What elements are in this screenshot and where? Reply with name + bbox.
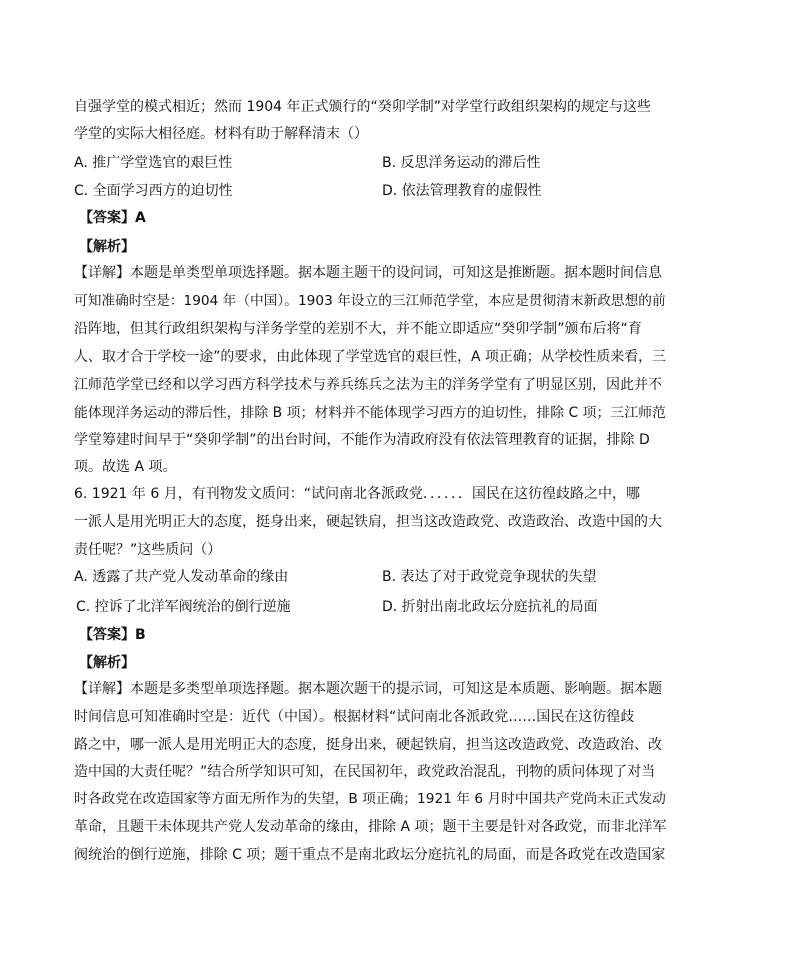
q6-detail-line-4: 造中国的大责任呢？”结合所学知识可知，在民国初年，政党政治混乱，刊物的质问体现了对当: [74, 764, 656, 780]
q5-stem-line-2: 学堂的实际大相径庭。材料有助于解释清末（）: [74, 126, 368, 142]
q6-analysis: 【解析】: [79, 655, 135, 671]
q6-stem-line-1: 6. 1921 年 6 月，有刊物发文质问：“试问南北各派政党．．．．．．国民在这彷徨歧路之中，哪: [74, 486, 640, 502]
q5-detail-line-4: 人、取才合于学校一途”的要求，由此体现了学堂选官的艰巨性，A 项正确；从学校性质来看，三: [74, 349, 666, 365]
q5-detail-line-2: 可知准确时空是：1904 年（中国）。1903 年设立的三江师范学堂，本应是贯彻清末新政思想的前: [74, 293, 666, 309]
q5-detail-line-6: 能体现洋务运动的滞后性，排除 B 项；材料并不能体现学习西方的迫切性，排除 C 项；三江师范: [74, 405, 666, 421]
q5-stem-line-1: 自强学堂的模式相近；然而 1904 年正式颁行的“癸卯学制”对学堂行政组织架构的规定与这些: [74, 99, 652, 115]
q6-option-d: D. 折射出南北政坛分庭抗礼的局面: [382, 599, 598, 615]
q5-option-c: C. 全面学习西方的迫切性: [74, 183, 233, 199]
q5-option-a: A. 推广学堂选官的艰巨性: [74, 155, 233, 171]
q6-detail-line-5: 时各政党在改造国家等方面无所作为的失望，B 项正确；1921 年 6 月时中国共产党尚未正式发动: [74, 791, 666, 807]
q5-analysis: 【解析】: [79, 239, 135, 255]
q5-detail-line-1: 【详解】本题是单类型单项选择题。据本题主题干的设问词，可知这是推断题。据本题时间信息: [74, 265, 662, 281]
q5-detail-line-7: 学堂筹建时间早于“癸卯学制”的出台时间，不能作为清政府没有依法管理教育的证据，排除 D: [74, 432, 650, 448]
q5-detail-line-8: 项。故选 A 项。: [74, 459, 177, 475]
q6-stem-line-2: 一派人是用光明正大的态度，挺身出来，硬起铁肩，担当这改造政党、改造政治、改造中国的大: [74, 514, 662, 530]
q5-option-b: B. 反思洋务运动的滞后性: [382, 155, 541, 171]
q5-option-d: D. 依法管理教育的虚假性: [382, 183, 542, 199]
q6-option-a: A. 透露了共产党人发动革命的缘由: [74, 569, 289, 585]
q6-detail-line-3: 路之中，哪一派人是用光明正大的态度，挺身出来，硬起铁肩，担当这改造政党、改造政治、改: [74, 737, 662, 753]
q6-option-b: B. 表达了对于政党竞争现状的失望: [382, 569, 597, 585]
q6-answer: 【答案】B: [79, 627, 146, 643]
q5-answer: 【答案】A: [79, 210, 146, 226]
q5-detail-line-3: 沿阵地，但其行政组织架构与洋务学堂的差别不大，并不能立即适应“癸卯学制”颁布后将“育: [74, 321, 642, 337]
q5-detail-line-5: 江师范学堂已经和以学习西方科学技术与养兵练兵之法为主的洋务学堂有了明显区别，因此并不: [74, 377, 662, 393]
q6-stem-line-3: 责任呢？”这些质问（）: [74, 542, 222, 558]
q6-option-c: C. 控诉了北洋军阀统治的倒行逆施: [76, 599, 291, 615]
q6-detail-line-6: 革命，且题干未体现共产党人发动革命的缘由，排除 A 项；题干主要是针对各政党，而非北洋军: [74, 819, 667, 835]
q6-detail-line-1: 【详解】本题是多类型单项选择题。据本题次题干的提示词，可知这是本质题、影响题。据本题: [74, 681, 662, 697]
q6-detail-line-2: 时间信息可知准确时空是：近代（中国）。根据材料“试问南北各派政党……国民在这彷徨歧: [74, 709, 635, 725]
q6-detail-line-7: 阀统治的倒行逆施，排除 C 项；题干重点不是南北政坛分庭抗礼的局面，而是各政党在改造国家: [74, 847, 666, 863]
